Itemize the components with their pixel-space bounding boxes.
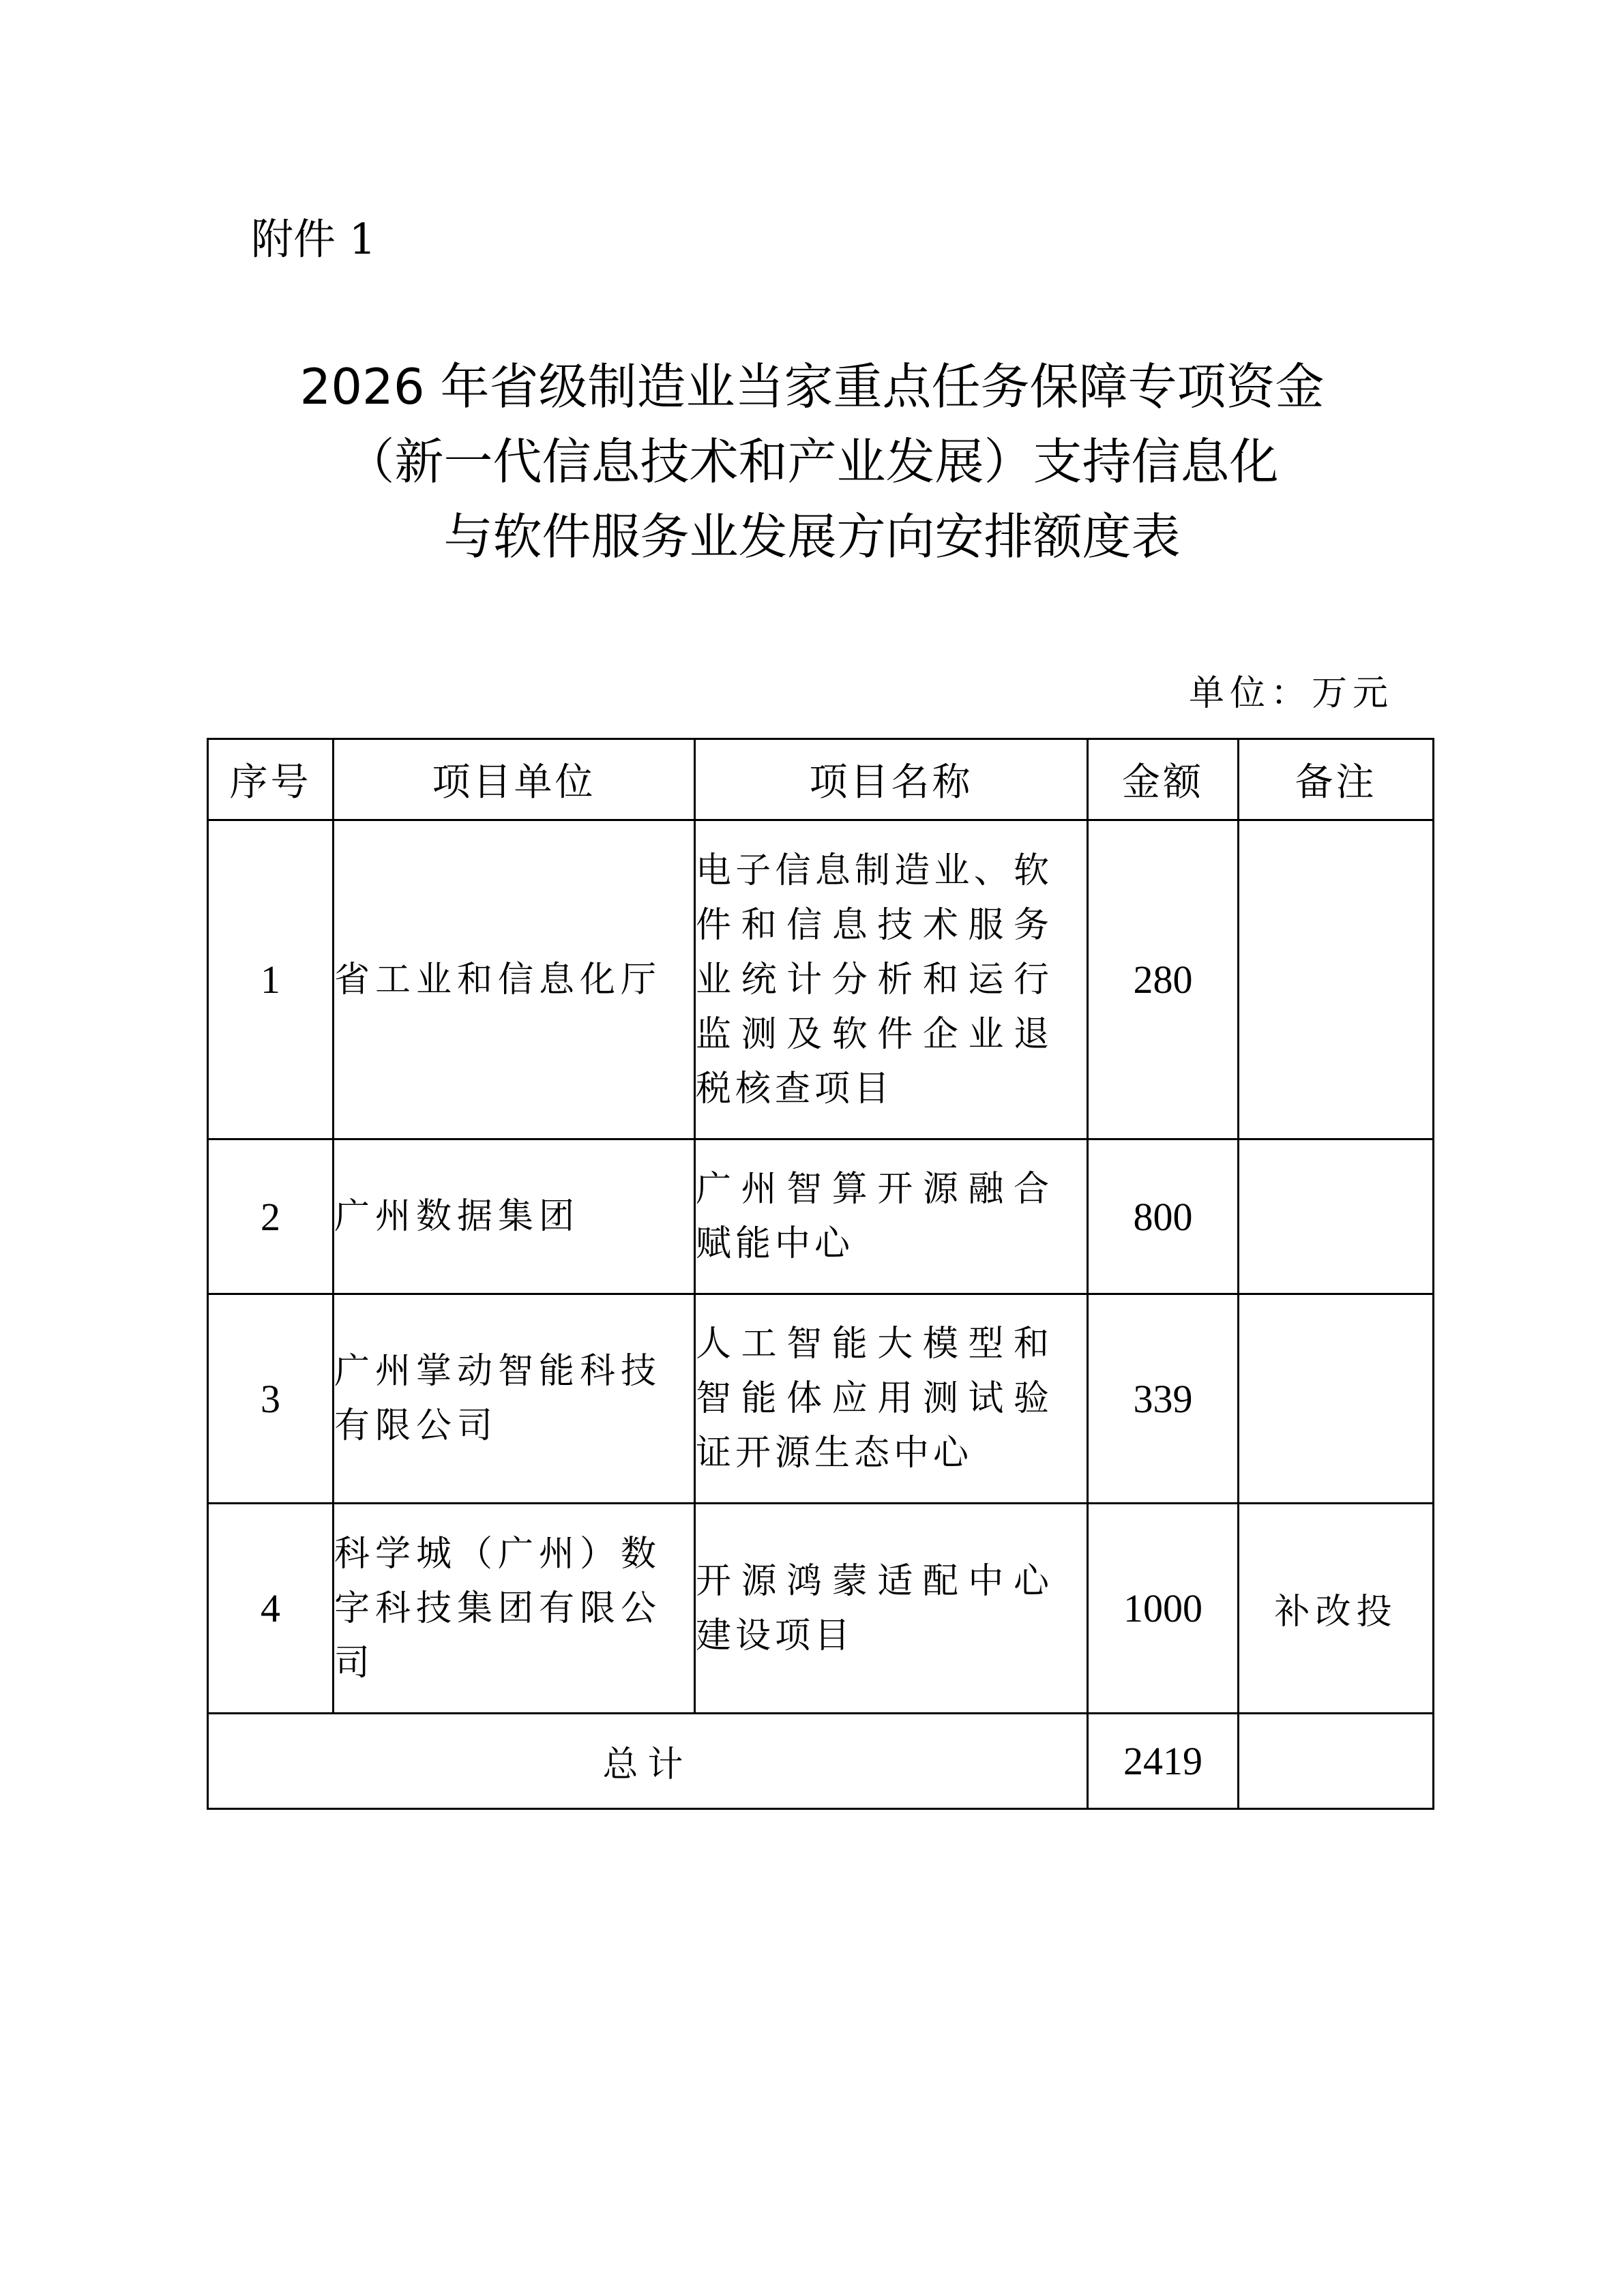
index-cell: 1	[208, 820, 334, 1139]
project-line: 广州智算开源融合	[696, 1169, 1053, 1210]
project-line: 税核查项目	[696, 1068, 894, 1109]
remark-cell: 补改投	[1239, 1504, 1434, 1714]
unit-cell	[334, 820, 695, 1139]
project-name-cell	[695, 1139, 1088, 1294]
unit-line: 有限公司	[334, 1405, 499, 1446]
project-line: 人工智能大模型和	[696, 1324, 1053, 1365]
project-line: 电子信息制造业、软	[696, 850, 1053, 891]
unit-line: 省工业和信息化厅	[334, 959, 662, 1000]
unit-line: 科学城（广州）数	[334, 1533, 662, 1575]
allocation-table	[207, 738, 1434, 1810]
unit-line: 司	[334, 1642, 376, 1684]
project-line: 业统计分析和运行	[696, 959, 1053, 1000]
table-row	[208, 1139, 1434, 1294]
title-line: 与软件服务业发展方向安排额度表	[443, 508, 1181, 565]
project-line: 智能体应用测试验	[696, 1378, 1053, 1419]
amount-cell: 800	[1088, 1139, 1239, 1294]
unit-line: 字科技集团有限公	[334, 1587, 662, 1629]
project-line: 监测及软件企业退	[696, 1013, 1053, 1055]
unit-cell	[334, 1139, 695, 1294]
amount-cell: 280	[1088, 820, 1239, 1139]
table-header-row	[208, 739, 1434, 820]
project-name-cell	[695, 820, 1088, 1139]
table-row	[208, 820, 1434, 1139]
project-line: 件和信息技术服务	[696, 904, 1053, 946]
remark-cell	[1239, 1139, 1434, 1294]
header-project-name: 项目名称	[695, 739, 1088, 820]
attachment-label: 附件 1	[251, 214, 377, 264]
project-line: 证开源生态中心	[696, 1433, 973, 1474]
remark-cell	[1239, 1294, 1434, 1504]
index-cell: 3	[208, 1294, 334, 1504]
remark-cell	[1239, 820, 1434, 1139]
total-row	[208, 1714, 1434, 1809]
unit-label: 单位：万元	[1188, 673, 1393, 714]
project-name-cell	[695, 1504, 1088, 1714]
document-title	[0, 349, 1624, 574]
amount-cell: 339	[1088, 1294, 1239, 1504]
total-amount-cell: 2419	[1088, 1714, 1239, 1809]
unit-cell	[334, 1294, 695, 1504]
index-cell: 4	[208, 1504, 334, 1714]
title-line: 2026 年省级制造业当家重点任务保障专项资金	[299, 358, 1325, 415]
project-line: 建设项目	[696, 1615, 855, 1656]
project-line: 赋能中心	[696, 1223, 855, 1264]
unit-line: 广州数据集团	[334, 1196, 580, 1237]
header-index: 序号	[208, 739, 334, 820]
header-unit: 项目单位	[334, 739, 695, 820]
header-amount: 金额	[1088, 739, 1239, 820]
amount-cell: 1000	[1088, 1504, 1239, 1714]
header-remark: 备注	[1239, 739, 1434, 820]
total-label-cell: 总计	[208, 1714, 1088, 1809]
project-line: 开源鸿蒙适配中心	[696, 1560, 1053, 1602]
total-remark-cell	[1239, 1714, 1434, 1809]
table-row	[208, 1504, 1434, 1714]
index-cell: 2	[208, 1139, 334, 1294]
table-row	[208, 1294, 1434, 1504]
project-name-cell	[695, 1294, 1088, 1504]
title-line: （新一代信息技术和产业发展）支持信息化	[345, 433, 1279, 490]
unit-line: 广州掌动智能科技	[334, 1351, 662, 1392]
unit-cell	[334, 1504, 695, 1714]
